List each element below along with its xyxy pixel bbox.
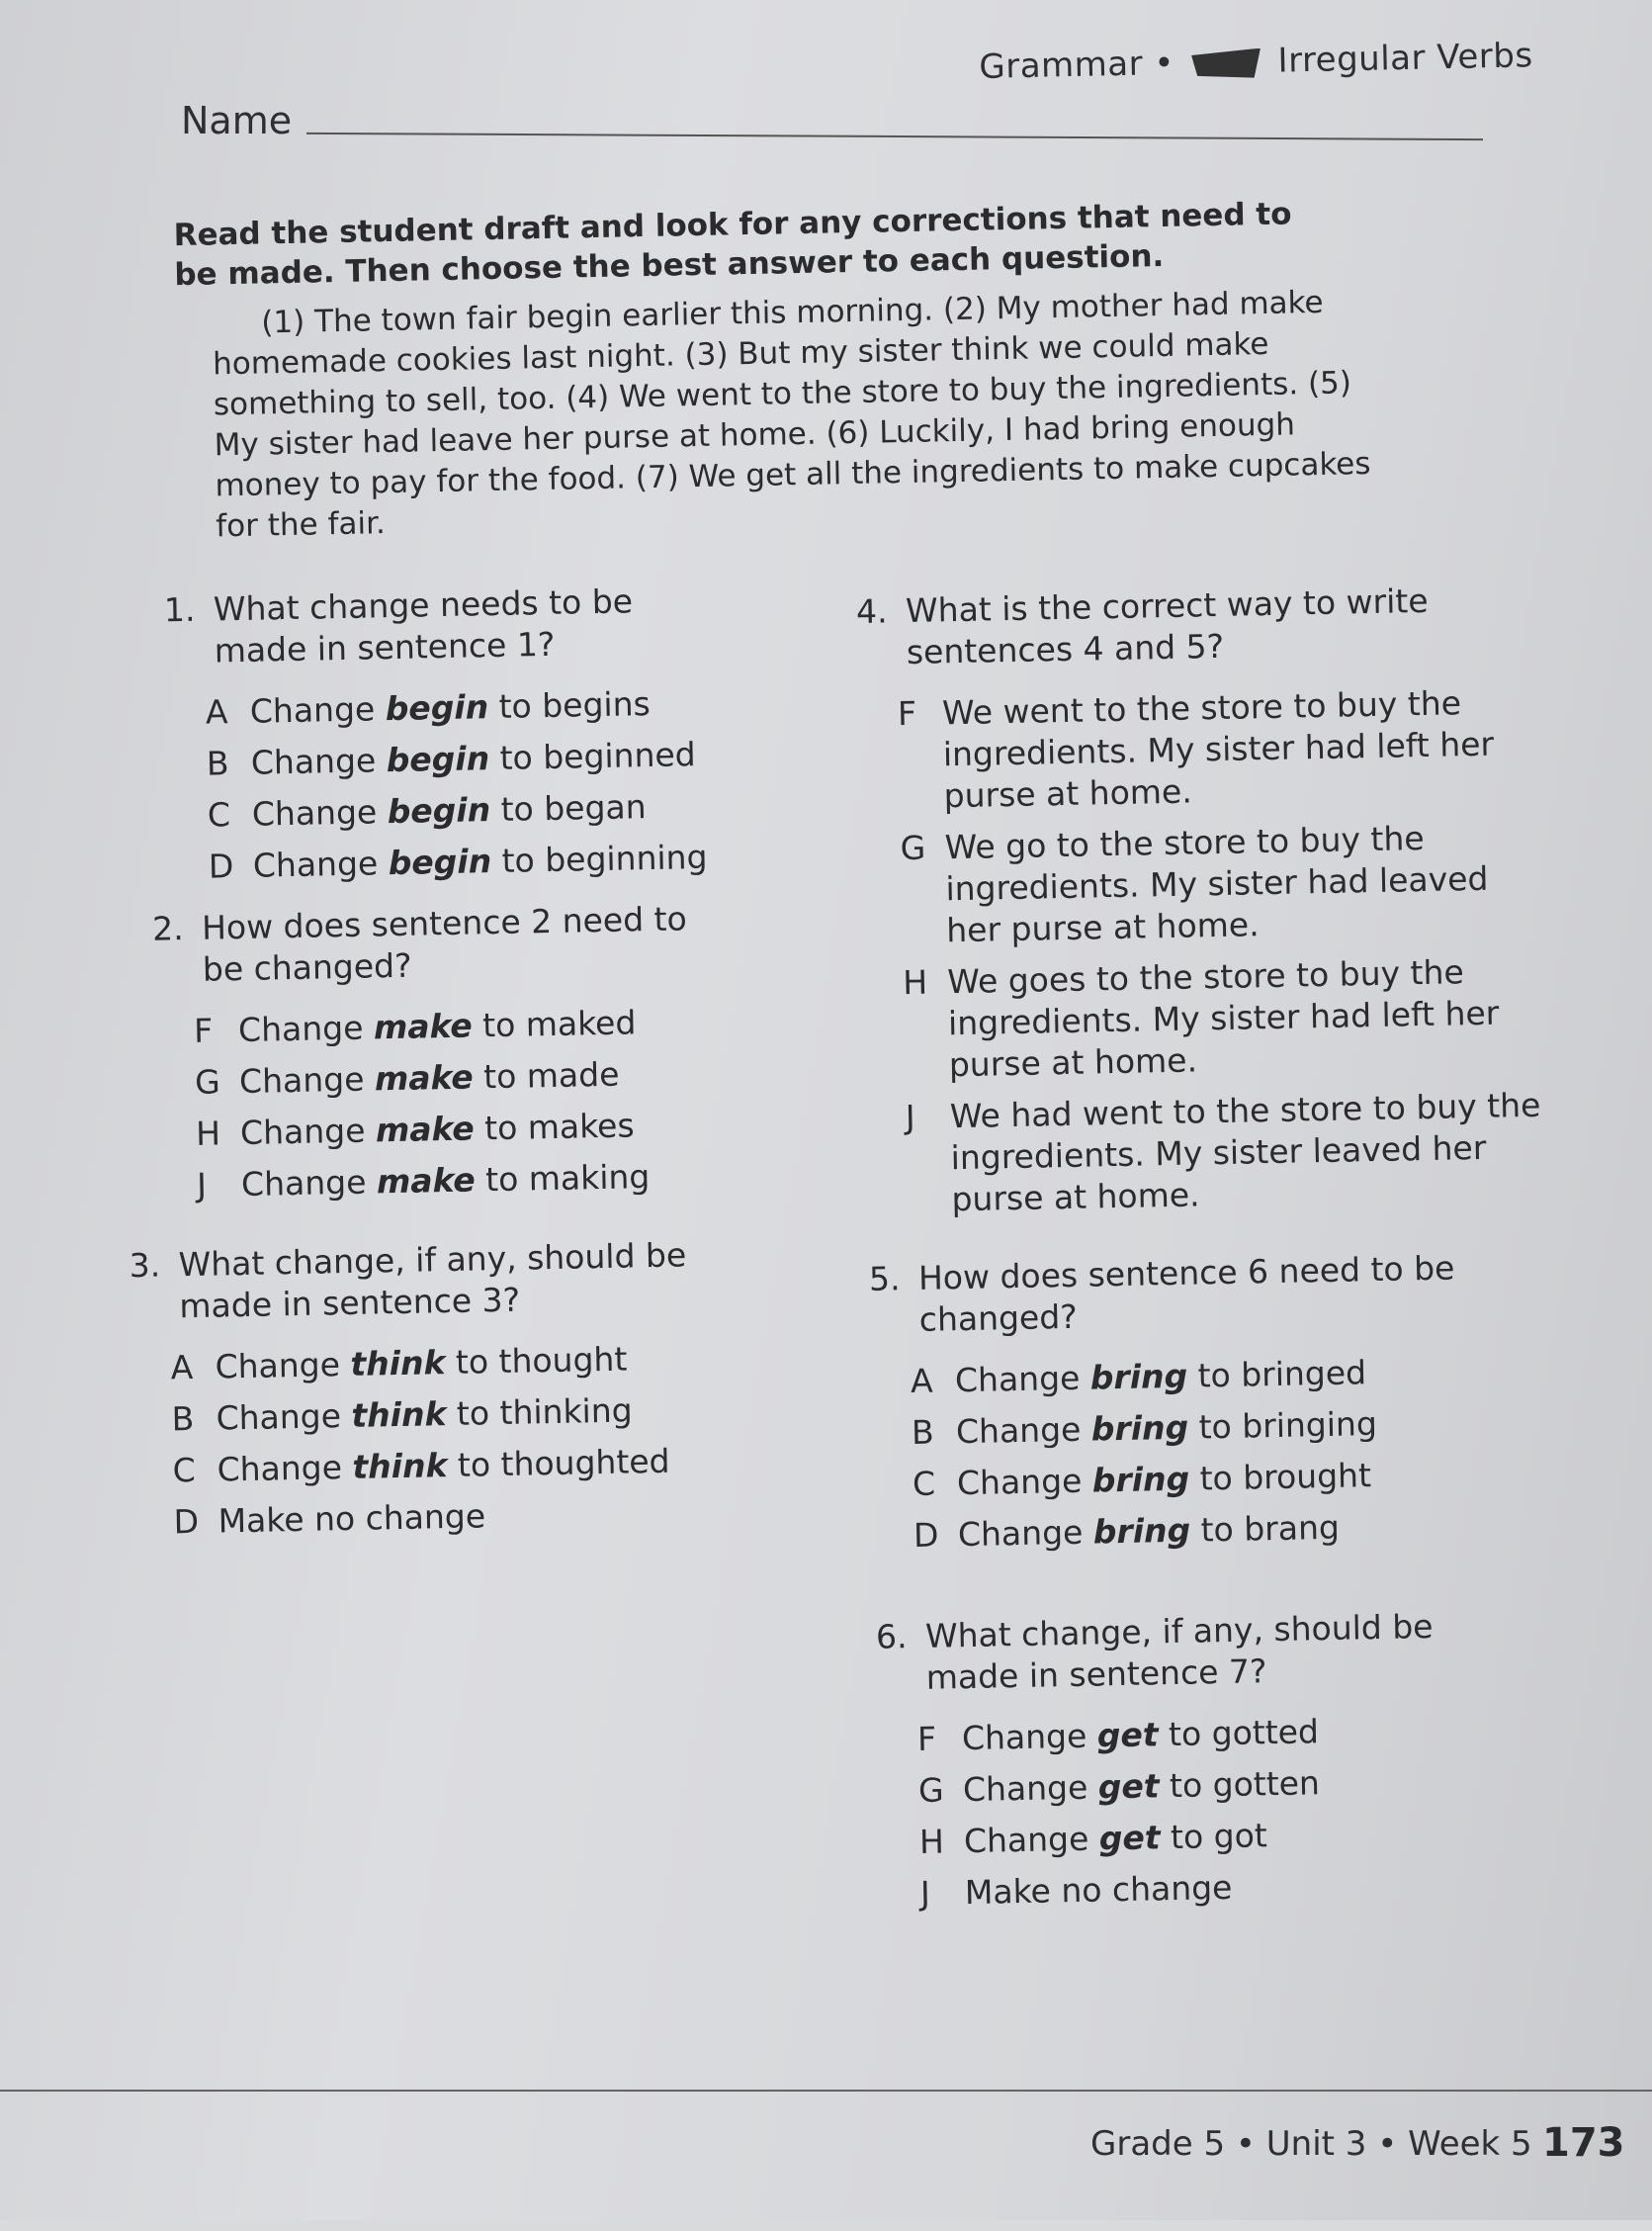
option-text: Change	[237, 1008, 375, 1050]
option-letter: F	[897, 693, 917, 734]
option-text: to beginning	[490, 837, 708, 881]
header-separator: •	[1153, 43, 1175, 84]
option-letter: G	[917, 1770, 944, 1810]
option-text: Change	[217, 1447, 353, 1489]
option-verb: get	[1096, 1715, 1159, 1755]
option-6h[interactable]	[880, 1810, 1514, 1863]
option-text: to gotten	[1159, 1763, 1321, 1806]
question-stem: How does sentence 6 need to be changed?	[917, 1248, 1455, 1339]
option-3a[interactable]	[130, 1336, 744, 1389]
passage-text: (1) The town fair begin earlier this morning. (2) My mother had make homemade cookies last night. (3) But my sister think we could make something to sell, too. (4) We went to the store to buy the ingredients. (5) My sister had leave her purse at home. (6) Luckily, I had bring enough money to pay for the food. (7) We get all the ingredients to make cupcakes for the fair.	[212, 284, 1371, 545]
option-text: Change	[239, 1111, 377, 1153]
question-stem: How does sentence 2 need to be changed?	[201, 899, 688, 989]
option-letter: J	[196, 1165, 208, 1205]
name-label: Name	[181, 99, 293, 142]
option-text: to thinking	[446, 1390, 633, 1434]
option-verb: think	[352, 1446, 448, 1486]
question-6	[876, 1604, 1515, 1915]
option-1a[interactable]	[166, 682, 721, 735]
option-letter: C	[207, 795, 231, 835]
option-text: to begins	[487, 683, 652, 727]
question-1	[164, 580, 724, 889]
option-verb: think	[351, 1394, 447, 1435]
option-verb: begin	[388, 842, 492, 883]
option-text: Change	[240, 1162, 378, 1205]
option-text: We went to the store to buy the ingredients. My sister had left her purse at home.	[941, 683, 1495, 816]
option-text: Change	[250, 741, 388, 782]
option-text: to bringed	[1186, 1353, 1367, 1395]
option-text: to began	[489, 787, 647, 830]
question-number: 3.	[129, 1245, 161, 1286]
option-verb: think	[350, 1343, 446, 1383]
question-4	[856, 579, 1550, 1222]
option-text: to bringing	[1187, 1404, 1378, 1447]
option-text: Change	[956, 1461, 1093, 1503]
option-verb: bring	[1089, 1356, 1188, 1397]
option-2j[interactable]	[157, 1155, 712, 1207]
option-letter: J	[905, 1097, 916, 1137]
option-letter: H	[918, 1822, 945, 1861]
option-letter: A	[205, 692, 228, 732]
option-letter: C	[912, 1464, 936, 1504]
option-letter: C	[172, 1450, 197, 1490]
option-verb: bring	[1091, 1459, 1190, 1500]
student-draft-passage	[212, 282, 1393, 548]
option-5d[interactable]	[874, 1504, 1508, 1558]
option-verb: get	[1097, 1766, 1160, 1807]
option-text: Change	[962, 1767, 1099, 1810]
option-text: We go to the store to buy the ingredients. My sister had leaved her purse at home.	[944, 818, 1489, 950]
option-text: Change	[215, 1344, 351, 1386]
option-text: Change	[238, 1059, 376, 1102]
option-letter: D	[913, 1515, 939, 1556]
option-6j[interactable]	[881, 1861, 1515, 1915]
option-1d[interactable]	[169, 837, 724, 889]
option-text: Change	[216, 1395, 352, 1438]
option-text: to beginned	[488, 735, 697, 778]
option-verb: make	[376, 1160, 477, 1202]
option-6f[interactable]	[878, 1707, 1512, 1760]
option-verb: make	[373, 1006, 474, 1047]
option-letter: A	[910, 1361, 933, 1401]
option-text: Make no change	[217, 1496, 486, 1541]
question-number: 1.	[163, 589, 196, 630]
header-label: Grammar	[979, 44, 1144, 87]
option-letter: B	[911, 1412, 935, 1453]
question-2	[152, 898, 712, 1207]
option-4g[interactable]	[860, 816, 1544, 953]
option-verb: bring	[1092, 1510, 1191, 1552]
option-verb: begin	[387, 790, 491, 832]
option-verb: get	[1098, 1818, 1161, 1858]
option-3b[interactable]	[131, 1387, 745, 1441]
question-3	[129, 1233, 747, 1544]
option-letter: H	[195, 1114, 221, 1153]
option-text: We goes to the store to buy the ingredients. My sister had left her purse at home.	[946, 952, 1500, 1085]
option-1c[interactable]	[168, 785, 723, 838]
option-text: to gotted	[1158, 1712, 1320, 1754]
question-number: 4.	[855, 591, 888, 631]
option-4j[interactable]	[866, 1085, 1550, 1222]
option-text: to makes	[474, 1106, 635, 1148]
option-letter: H	[902, 962, 928, 1003]
question-number: 2.	[151, 909, 184, 948]
option-letter: D	[173, 1501, 200, 1542]
option-text: to making	[475, 1157, 651, 1200]
question-stem: What change, if any, should be made in sentence 3?	[178, 1235, 687, 1326]
option-text: Change	[249, 689, 387, 731]
option-text: Change	[955, 1409, 1092, 1452]
option-4h[interactable]	[863, 950, 1547, 1088]
option-2g[interactable]	[155, 1052, 710, 1105]
option-text: Change	[957, 1512, 1094, 1555]
option-text: to brang	[1189, 1507, 1341, 1550]
option-4f[interactable]	[858, 681, 1542, 819]
option-2f[interactable]	[154, 1001, 709, 1053]
option-verb: begin	[385, 687, 489, 729]
option-letter: J	[919, 1873, 931, 1913]
option-letter: G	[194, 1062, 221, 1102]
option-verb: bring	[1090, 1407, 1189, 1449]
option-letter: B	[171, 1398, 195, 1439]
option-text: Change	[961, 1716, 1098, 1758]
option-text: to thought	[445, 1339, 628, 1383]
question-stem: What change needs to be made in sentence 1?	[213, 581, 634, 670]
question-stem: What is the correct way to write sentences 4 and 5?	[905, 580, 1429, 671]
option-text: to got	[1160, 1816, 1268, 1857]
option-text: We had went to the store to buy the ingredients. My sister leaved her purse at home.	[949, 1085, 1541, 1219]
option-text: to made	[473, 1054, 620, 1097]
option-letter: F	[193, 1011, 214, 1050]
option-1b[interactable]	[167, 734, 722, 786]
page-number: 173	[1542, 2120, 1625, 2166]
question-5	[869, 1247, 1508, 1558]
option-2h[interactable]	[156, 1104, 711, 1156]
option-text: to thoughted	[447, 1441, 670, 1485]
option-3c[interactable]	[132, 1439, 746, 1492]
option-text: Change	[251, 792, 389, 834]
option-3d[interactable]	[133, 1490, 747, 1544]
option-5a[interactable]	[871, 1350, 1505, 1403]
option-verb: make	[375, 1109, 476, 1150]
question-number: 5.	[868, 1259, 901, 1298]
question-stem: What change, if any, should be made in sentence 7?	[924, 1606, 1434, 1697]
option-text: Change	[252, 844, 390, 885]
option-text: Make no change	[964, 1867, 1233, 1913]
option-letter: F	[916, 1719, 937, 1758]
footer-divider	[0, 2090, 1652, 2092]
option-letter: D	[208, 847, 234, 886]
option-5c[interactable]	[873, 1453, 1507, 1506]
footer-text: Grade 5 • Unit 3 • Week 5	[1090, 2124, 1532, 2164]
option-text: Change	[954, 1358, 1091, 1400]
option-text: to maked	[472, 1003, 637, 1045]
option-verb: make	[374, 1057, 475, 1099]
question-number: 6.	[875, 1617, 908, 1656]
option-6g[interactable]	[879, 1758, 1513, 1812]
option-5b[interactable]	[872, 1401, 1506, 1455]
option-text: Change	[963, 1819, 1100, 1861]
header-topic: Irregular Verbs	[1277, 36, 1534, 81]
option-letter: A	[170, 1347, 194, 1387]
option-letter: B	[206, 744, 229, 783]
option-letter: G	[900, 828, 926, 868]
option-verb: begin	[386, 739, 490, 780]
option-text: to brought	[1188, 1456, 1372, 1498]
instructions: Read the student draft and look for any corrections that need to be made. Then choose the best answer to each question.	[173, 196, 1292, 294]
